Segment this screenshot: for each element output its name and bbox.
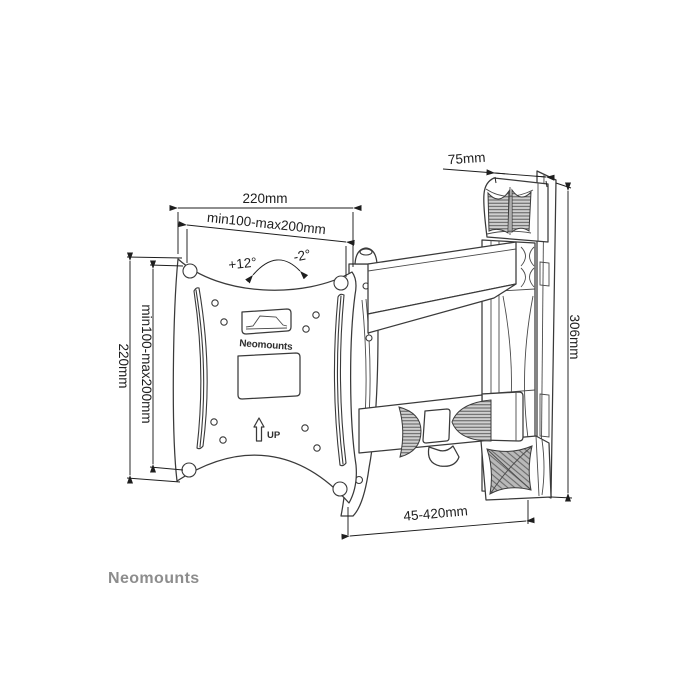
mount-hole [333,482,347,496]
svg-text:220mm: 220mm [242,191,288,206]
upper-wall-bracket [484,178,548,242]
tilt-annotation [228,246,312,275]
svg-text:306mm: 306mm [567,314,582,360]
plate-brand-label: Neomounts [238,338,293,353]
svg-text:220mm: 220mm [116,343,131,389]
mount-hole [182,463,196,477]
cable-clip [428,446,459,466]
tilt-up-label: +12° [227,254,258,273]
footer-brand-logo: Neomounts [108,570,200,587]
svg-text:min100-max200mm: min100-max200mm [139,304,154,424]
tilt-down-label: -2° [291,246,313,265]
latch-window [242,309,291,334]
dimension-top-vesa-width [187,210,346,277]
dimension-extension-range [348,500,528,536]
up-label: UP [267,430,281,441]
svg-text:45-420mm: 45-420mm [402,503,469,524]
center-cutout [238,353,300,399]
tilt-arc-arrow [253,260,300,275]
svg-text:min100-max200mm: min100-max200mm [206,209,327,238]
mount-hole [334,276,348,290]
svg-text:75mm: 75mm [447,149,486,168]
vesa-plate [173,259,356,503]
lower-wall-bracket [481,436,551,500]
mount-hole [183,264,197,278]
